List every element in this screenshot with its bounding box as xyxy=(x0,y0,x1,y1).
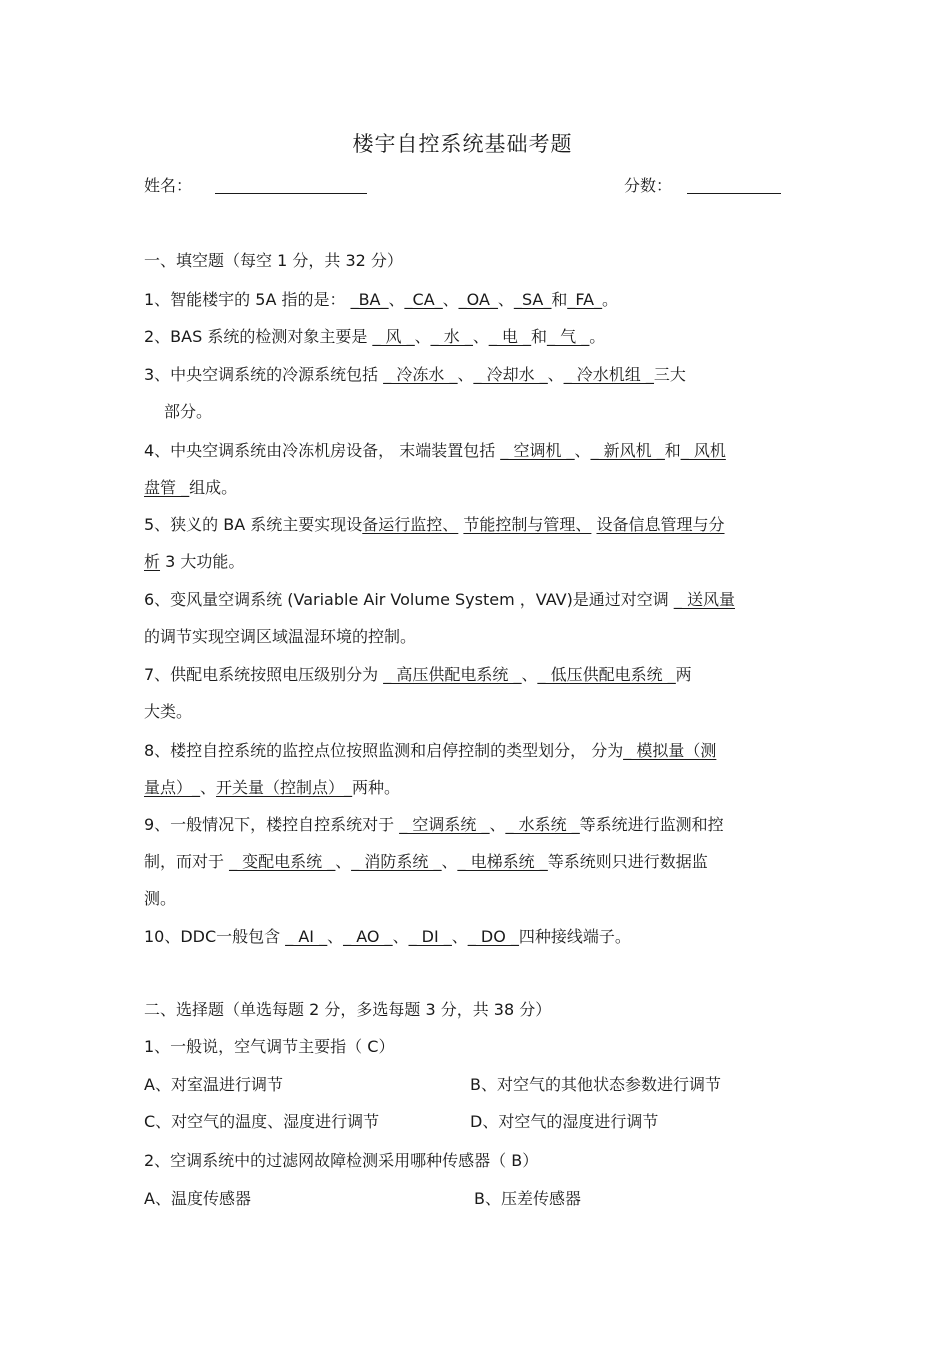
question-text: 、 xyxy=(327,927,344,946)
question-text: 、 xyxy=(451,927,468,946)
question-text: 、 xyxy=(472,327,489,346)
question-text: 制，而对于 xyxy=(144,852,230,871)
question-text: 、 xyxy=(442,290,459,309)
question-text: 等系统则只进行数据监 xyxy=(547,852,708,871)
question-text: 、 xyxy=(457,365,474,384)
question-text: 大类。 xyxy=(144,702,193,721)
answer-blank[interactable]: _BA_ xyxy=(350,290,389,309)
question-text: 5、狭义的 BA 系统主要实现设 xyxy=(144,515,363,534)
choice-option[interactable]: B、对空气的其他状态参数进行调节 xyxy=(470,1075,721,1094)
question-text: 、 xyxy=(521,665,538,684)
question-text: 测。 xyxy=(144,889,177,908)
answer-blank[interactable]: 备运行监控、 xyxy=(362,515,459,534)
exam-title: 楼宇自控系统基础考题 xyxy=(352,132,573,156)
question-line xyxy=(144,626,416,648)
question-text: 4、中央空调系统由冷冻机房设备， 末端装置包括 xyxy=(144,441,501,460)
answer-blank[interactable]: 设备信息管理与分 xyxy=(596,515,725,534)
question-text: 、 xyxy=(200,778,217,797)
answer-blank[interactable]: _ 水 _ xyxy=(430,327,473,346)
answer-blank[interactable]: _ AI _ xyxy=(285,927,328,946)
answer-blank[interactable]: _ 变配电系统 _ xyxy=(229,852,336,871)
question-text: 7、供配电系统按照电压级别分为 xyxy=(144,665,384,684)
answer-blank[interactable]: _ 消防系统 _ xyxy=(351,852,442,871)
question-line xyxy=(144,701,192,723)
question-text: 等系统进行监测和控 xyxy=(579,815,724,834)
answer-blank[interactable]: _ 模拟量（测 xyxy=(623,741,717,760)
question-line xyxy=(144,514,725,536)
question-line xyxy=(144,664,692,686)
question-line xyxy=(144,589,735,611)
answer-blank[interactable]: _ 高压供配电系统 _ xyxy=(383,665,522,684)
question-line xyxy=(144,551,244,573)
answer-blank[interactable]: _ 电梯系统 _ xyxy=(457,852,548,871)
choice-question: 1、一般说，空气调节主要指（ C） xyxy=(144,1037,395,1056)
question-text: 和 xyxy=(551,290,568,309)
question-line xyxy=(144,888,176,910)
choice-question: 2、空调系统中的过滤网故障检测采用哪种传感器（ B） xyxy=(144,1151,539,1170)
question-line xyxy=(144,926,631,948)
answer-blank[interactable]: _FA_ xyxy=(567,290,603,309)
question-text: 。 xyxy=(589,327,606,346)
question-text: 、 xyxy=(441,852,458,871)
answer-blank[interactable]: _ 送风量 xyxy=(673,590,735,609)
question-line xyxy=(144,326,605,348)
score-field xyxy=(624,175,781,197)
question-text: 2、BAS 系统的检测对象主要是 xyxy=(144,327,373,346)
question-text: 3 大功能。 xyxy=(160,552,245,571)
answer-blank[interactable]: _ 冷却水 _ xyxy=(473,365,548,384)
question-text: 的调节实现空调区域温湿环境的控制。 xyxy=(144,627,417,646)
question-line xyxy=(164,401,212,423)
question-line xyxy=(144,777,400,799)
answer-blank[interactable]: _ 低压供配电系统 _ xyxy=(537,665,676,684)
question-text: 、 xyxy=(388,290,405,309)
question-line xyxy=(144,740,716,762)
question-text: 8、楼控自控系统的监控点位按照监测和启停控制的类型划分， 分为 xyxy=(144,741,624,760)
question-text: 两 xyxy=(675,665,692,684)
name-blank[interactable] xyxy=(215,177,367,194)
question-text: 和 xyxy=(664,441,681,460)
score-label: 分数： xyxy=(624,176,673,195)
answer-blank[interactable]: _ 空调系统 _ xyxy=(399,815,490,834)
question-line xyxy=(144,440,726,462)
question-text: 三大 xyxy=(653,365,686,384)
answer-blank[interactable]: _ AO _ xyxy=(343,927,393,946)
question-text: 9、一般情况下，楼控自控系统对于 xyxy=(144,815,400,834)
question-text: 、 xyxy=(497,290,514,309)
answer-blank[interactable]: 节能控制与管理、 xyxy=(463,515,592,534)
section-heading: 一、填空题（每空 1 分，共 32 分） xyxy=(144,251,403,270)
question-line xyxy=(144,289,618,311)
question-line xyxy=(144,477,237,499)
question-text: 四种接线端子。 xyxy=(518,927,631,946)
question-text: 组成。 xyxy=(189,478,238,497)
answer-blank[interactable]: _ 冷水机组 _ xyxy=(563,365,654,384)
question-text: 、 xyxy=(547,365,564,384)
question-text: 、 xyxy=(392,927,409,946)
answer-blank[interactable]: _OA_ xyxy=(458,290,498,309)
answer-blank[interactable]: _ 电 _ xyxy=(488,327,532,346)
question-text: 6、变风量空调系统 (Variable Air Volume System ，VAV)是通过对空调 xyxy=(144,590,674,609)
question-text: 3、中央空调系统的冷源系统包括 xyxy=(144,365,384,384)
answer-blank[interactable]: _SA_ xyxy=(513,290,552,309)
score-blank[interactable] xyxy=(687,177,781,194)
answer-blank[interactable]: _CA_ xyxy=(404,290,443,309)
choice-option[interactable]: A、温度传感器 xyxy=(144,1189,251,1208)
answer-blank[interactable]: _ 冷冻水 _ xyxy=(383,365,458,384)
answer-blank[interactable]: _ 水系统 _ xyxy=(505,815,580,834)
answer-blank[interactable]: 盘管 _ xyxy=(144,478,190,497)
question-text: 、 xyxy=(489,815,506,834)
question-text: 、 xyxy=(414,327,431,346)
answer-blank[interactable]: _ 风机 xyxy=(680,441,726,460)
question-line xyxy=(144,814,724,836)
answer-blank[interactable]: 析 xyxy=(144,552,161,571)
name-field xyxy=(144,175,367,197)
answer-blank[interactable]: 开关量（控制点）_ xyxy=(216,778,353,797)
choice-option[interactable]: C、对空气的温度、湿度进行调节 xyxy=(144,1112,380,1131)
question-text: 10、DDC一般包含 xyxy=(144,927,286,946)
answer-blank[interactable]: _ 新风机 _ xyxy=(590,441,665,460)
name-label: 姓名： xyxy=(144,176,193,195)
section-heading: 二、选择题（单选每题 2 分，多选每题 3 分，共 38 分） xyxy=(144,1000,552,1019)
question-text: 、 xyxy=(574,441,591,460)
question-text: 1、智能楼宇的 5A 指的是： xyxy=(144,290,351,309)
question-line xyxy=(144,364,686,386)
answer-blank[interactable]: 量点）_ xyxy=(144,778,201,797)
question-text: 两种。 xyxy=(352,778,401,797)
question-text: 、 xyxy=(335,852,352,871)
answer-blank[interactable]: _ 风 _ xyxy=(372,327,415,346)
question-text: 部分。 xyxy=(164,402,213,421)
answer-blank[interactable]: _ DI _ xyxy=(408,927,452,946)
question-text: 和 xyxy=(531,327,548,346)
choice-option[interactable]: A、对室温进行调节 xyxy=(144,1075,283,1094)
choice-option[interactable]: B、压差传感器 xyxy=(474,1189,581,1208)
choice-option[interactable]: D、对空气的湿度进行调节 xyxy=(470,1112,659,1131)
answer-blank[interactable]: _ 气 _ xyxy=(547,327,590,346)
answer-blank[interactable]: _ 空调机 _ xyxy=(500,441,575,460)
answer-blank[interactable]: _ DO _ xyxy=(467,927,519,946)
question-line xyxy=(144,851,708,873)
question-text: 。 xyxy=(602,290,619,309)
